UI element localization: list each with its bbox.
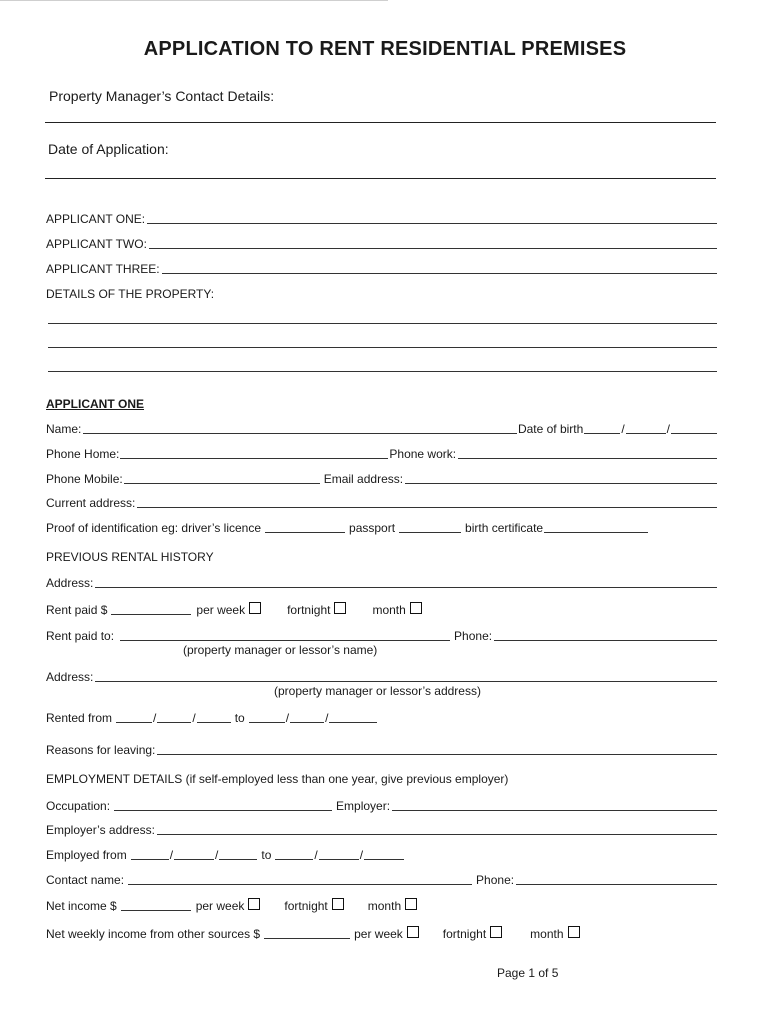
- dob-month-field[interactable]: [626, 421, 666, 434]
- applicant-two-row: [46, 235, 718, 251]
- reasons-label: Reasons for leaving:: [46, 743, 156, 757]
- occupation-row: [46, 797, 718, 813]
- other-month-checkbox[interactable]: [568, 926, 580, 938]
- landlord-address-field[interactable]: [95, 669, 717, 682]
- fortnight-label: fortnight: [284, 899, 328, 913]
- income-month-checkbox[interactable]: [405, 898, 417, 910]
- fortnight-label: fortnight: [442, 927, 487, 941]
- manager-contact-field[interactable]: [45, 122, 716, 123]
- property-line-row: [46, 358, 718, 374]
- contact-name-field[interactable]: [128, 872, 472, 885]
- rented-from-label: Rented from: [46, 711, 113, 725]
- occupation-field[interactable]: [114, 798, 332, 811]
- to-label: to: [234, 711, 245, 725]
- applicant-three-field[interactable]: [162, 261, 717, 274]
- net-income-field[interactable]: [121, 898, 191, 911]
- employed-from-day-field[interactable]: [131, 847, 169, 860]
- phone-home-field[interactable]: [120, 446, 388, 459]
- employed-from-year-field[interactable]: [219, 847, 257, 860]
- dob-label: Date of birth: [517, 422, 584, 436]
- property-details-label: DETAILS OF THE PROPERTY:: [46, 287, 215, 301]
- employed-from-month-field[interactable]: [174, 847, 214, 860]
- date-separator: /: [325, 711, 329, 725]
- employer-address-label: Employer’s address:: [46, 823, 155, 837]
- employer-address-row: [46, 821, 718, 837]
- rented-to-day-field[interactable]: [249, 710, 285, 723]
- current-address-row: [46, 494, 718, 510]
- property-line-row: [46, 310, 718, 326]
- email-label: Email address:: [323, 472, 404, 486]
- passport-field[interactable]: [399, 520, 461, 533]
- applicant-one-label: APPLICANT ONE:: [46, 212, 146, 226]
- prev-address-row: [46, 574, 718, 590]
- property-line-row: [46, 334, 718, 350]
- rent-paid-to-row: [46, 627, 718, 643]
- rented-to-year-field[interactable]: [329, 710, 377, 723]
- income-per-week-checkbox[interactable]: [248, 898, 260, 910]
- occupation-label: Occupation:: [46, 799, 111, 813]
- fortnight-label: fortnight: [287, 603, 331, 617]
- dob-day-field[interactable]: [584, 421, 620, 434]
- rented-from-year-field[interactable]: [197, 710, 231, 723]
- employer-field[interactable]: [392, 798, 717, 811]
- to-label: to: [261, 848, 272, 862]
- property-details-row: [46, 285, 718, 301]
- other-per-week-checkbox[interactable]: [407, 926, 419, 938]
- employed-from-label: Employed from: [46, 848, 127, 862]
- rent-paid-label: Rent paid $: [46, 603, 108, 617]
- phone-work-field[interactable]: [458, 446, 717, 459]
- per-week-label: per week: [196, 603, 246, 617]
- rented-from-day-field[interactable]: [116, 710, 152, 723]
- manager-contact-label: Property Manager’s Contact Details:: [49, 88, 275, 104]
- employed-from-row: [46, 846, 718, 862]
- applicant-two-field[interactable]: [149, 236, 717, 249]
- rented-from-month-field[interactable]: [157, 710, 191, 723]
- applicant-two-label: APPLICANT TWO:: [46, 237, 147, 251]
- landlord-phone-field[interactable]: [494, 628, 717, 641]
- page-number: Page 1 of 5: [497, 966, 559, 980]
- date-of-application-field[interactable]: [45, 178, 716, 179]
- rent-paid-to-label: Rent paid to:: [46, 629, 115, 643]
- employer-address-field[interactable]: [157, 822, 717, 835]
- name-label: Name:: [46, 422, 82, 436]
- property-details-line-1[interactable]: [48, 311, 717, 324]
- date-separator: /: [215, 848, 219, 862]
- per-week-label: per week: [195, 899, 245, 913]
- rent-amount-field[interactable]: [111, 602, 191, 615]
- employer-label: Employer:: [336, 799, 391, 813]
- date-separator: /: [285, 711, 290, 725]
- phone-work-label: Phone work:: [389, 447, 457, 461]
- page-title: APPLICATION TO RENT RESIDENTIAL PREMISES: [143, 38, 627, 60]
- address-label: Address:: [46, 576, 94, 590]
- month-checkbox[interactable]: [410, 602, 422, 614]
- birth-certificate-label: birth certificate: [465, 521, 544, 535]
- date-separator: /: [621, 422, 625, 436]
- date-separator: /: [359, 848, 364, 862]
- previous-rental-heading: PREVIOUS RENTAL HISTORY: [46, 550, 214, 564]
- applicant-three-row: [46, 260, 718, 276]
- fortnight-checkbox[interactable]: [334, 602, 346, 614]
- current-address-label: Current address:: [46, 496, 136, 510]
- phone-mobile-row: [46, 470, 718, 486]
- landlord-address-row: [46, 668, 718, 684]
- manager-address-note: (property manager or lessor’s address): [274, 684, 481, 698]
- other-fortnight-checkbox[interactable]: [490, 926, 502, 938]
- date-of-application-label: Date of Application:: [48, 141, 169, 157]
- phone-mobile-field[interactable]: [124, 471, 320, 484]
- reasons-row: [46, 741, 718, 757]
- name-field[interactable]: [83, 421, 517, 434]
- rent-paid-to-field[interactable]: [120, 628, 450, 641]
- employer-phone-field[interactable]: [516, 872, 717, 885]
- phone-mobile-label: Phone Mobile:: [46, 472, 123, 486]
- passport-label: passport: [349, 521, 396, 535]
- proof-id-label: Proof of identification eg: driver’s licence: [46, 521, 262, 535]
- employment-heading: EMPLOYMENT DETAILS (if self-employed less than one year, give previous employer): [46, 772, 509, 786]
- date-separator: /: [314, 848, 318, 862]
- applicant-one-field[interactable]: [147, 211, 717, 224]
- name-dob-row: [46, 420, 718, 436]
- net-income-label: Net income $: [46, 899, 117, 913]
- phone-home-label: Phone Home:: [46, 447, 120, 461]
- contact-name-row: [46, 871, 718, 887]
- employed-to-month-field[interactable]: [319, 847, 359, 860]
- applicant-one-row: [46, 210, 718, 226]
- month-label: month: [530, 927, 564, 941]
- phone-label: Phone:: [476, 873, 515, 887]
- date-separator: /: [169, 848, 174, 862]
- reasons-field[interactable]: [157, 742, 717, 755]
- current-address-field[interactable]: [137, 495, 717, 508]
- applicant-three-label: APPLICANT THREE:: [46, 262, 160, 276]
- other-income-row: [46, 925, 718, 941]
- date-separator: /: [192, 711, 196, 725]
- date-separator: /: [666, 422, 670, 436]
- proof-id-row: [46, 519, 718, 535]
- net-income-row: [46, 897, 718, 913]
- per-week-checkbox[interactable]: [249, 602, 261, 614]
- per-week-label: per week: [354, 927, 403, 941]
- top-border-line: [0, 0, 388, 1]
- phone-home-row: [46, 445, 718, 461]
- prev-address-field[interactable]: [95, 575, 717, 588]
- birth-certificate-field[interactable]: [544, 520, 648, 533]
- employed-to-day-field[interactable]: [275, 847, 313, 860]
- rent-paid-row: [46, 601, 718, 617]
- rented-to-month-field[interactable]: [290, 710, 324, 723]
- employed-to-year-field[interactable]: [364, 847, 404, 860]
- date-separator: /: [153, 711, 157, 725]
- other-income-field[interactable]: [264, 926, 350, 939]
- drivers-licence-field[interactable]: [265, 520, 345, 533]
- month-label: month: [367, 899, 402, 913]
- other-income-label: Net weekly income from other sources $: [46, 927, 261, 941]
- property-details-line-3[interactable]: [48, 359, 717, 372]
- email-field[interactable]: [405, 471, 717, 484]
- address-label: Address:: [46, 670, 94, 684]
- income-fortnight-checkbox[interactable]: [332, 898, 344, 910]
- section-applicant-one-heading: APPLICANT ONE: [46, 397, 145, 411]
- contact-name-label: Contact name:: [46, 873, 125, 887]
- phone-label: Phone:: [454, 629, 493, 643]
- dob-year-field[interactable]: [671, 421, 717, 434]
- property-details-line-2[interactable]: [48, 335, 717, 348]
- manager-name-note: (property manager or lessor’s name): [183, 643, 378, 657]
- month-label: month: [372, 603, 406, 617]
- rented-from-row: [46, 709, 718, 725]
